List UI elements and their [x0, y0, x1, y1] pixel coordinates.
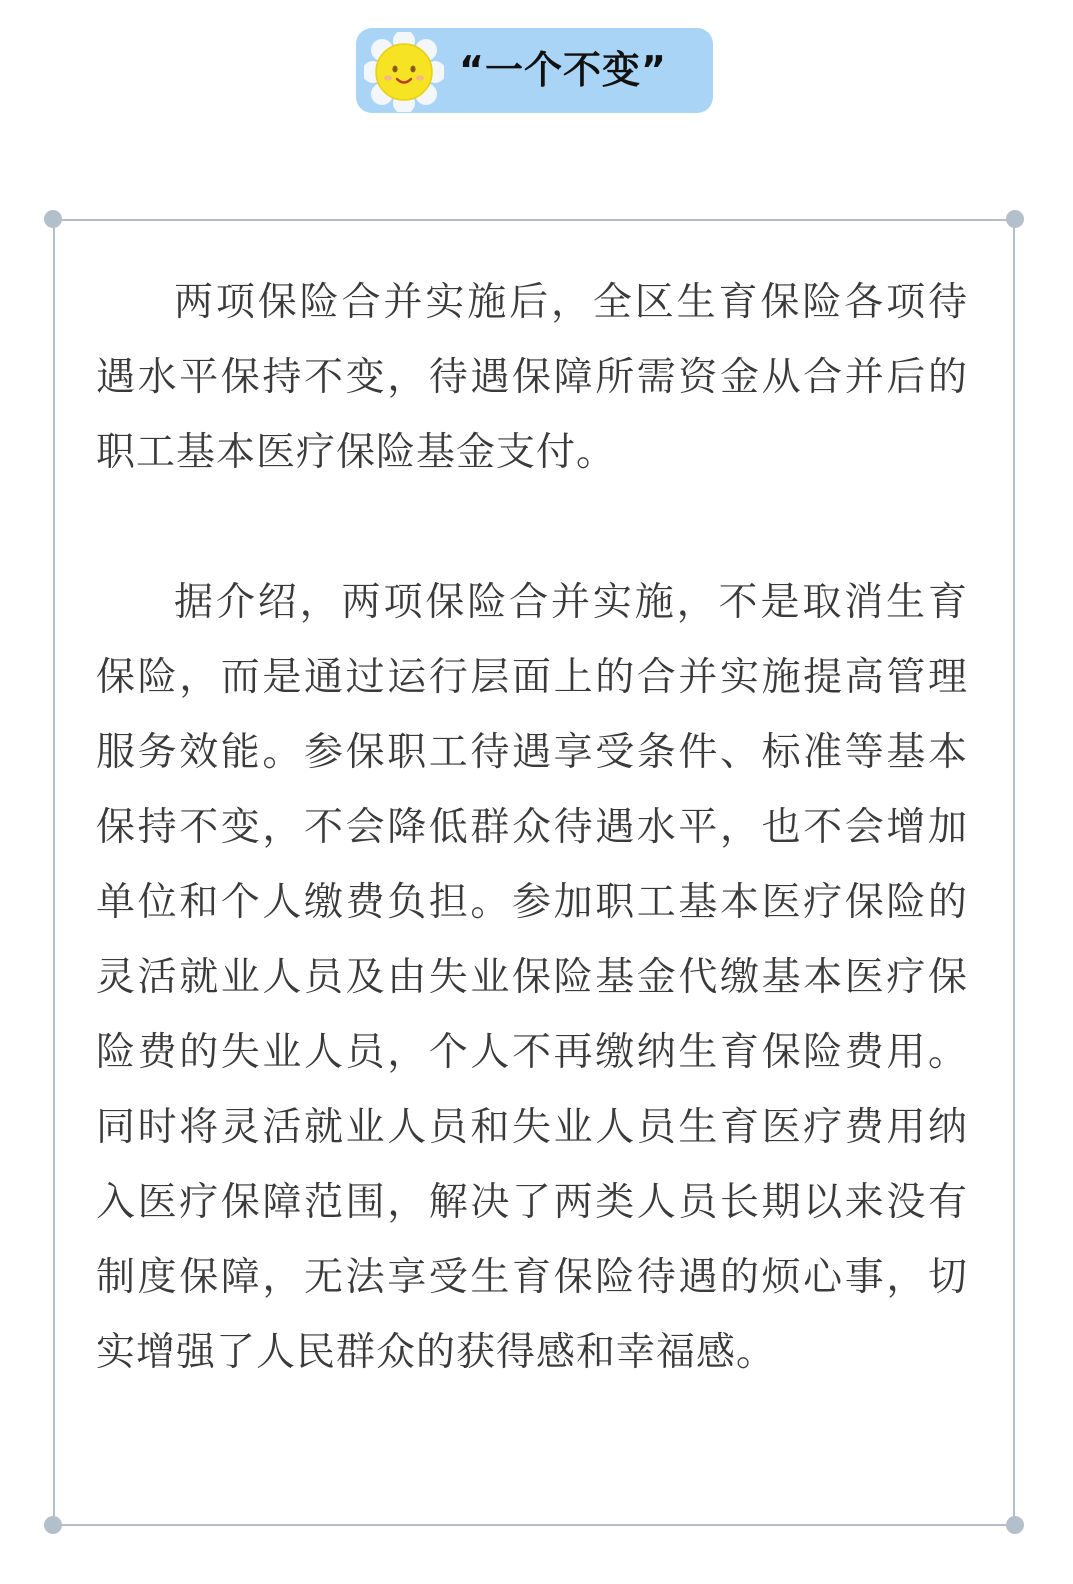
section-title-badge — [356, 28, 713, 113]
frame-corner-dot-bottom-right — [1006, 1516, 1024, 1534]
section-title: “一个不变” — [459, 48, 667, 92]
frame-corner-dot-top-right — [1006, 210, 1024, 228]
frame-corner-dot-bottom-left — [44, 1516, 62, 1534]
frame-corner-dot-top-left — [44, 210, 62, 228]
paragraph-1: 两项保险合并实施后，全区生育保险各项待遇水平保持不变，待遇保障所需资金从合并后的职工基本医疗保险基金支付。 — [96, 280, 968, 475]
sun-face-icon — [364, 32, 444, 112]
paragraph-2: 据介绍，两项保险合并实施，不是取消生育保险，而是通过运行层面上的合并实施提高管理服务效能。参保职工待遇享受条件、标准等基本保持不变，不会降低群众待遇水平，也不会增加单位和个人缴费负担。参加职工基本医疗保险的灵活就业人员及由失业保险基金代缴基本医疗保险费的失业人员，个人不再缴纳生育保险费用。同时将灵活就业人员和失业人员生育医疗费用纳入医疗保障范围，解决了两类人员长期以来没有制度保障，无法享受生育保险待遇的烦心事，切实增强了人民群众的获得感和幸福感。 — [96, 580, 968, 1375]
